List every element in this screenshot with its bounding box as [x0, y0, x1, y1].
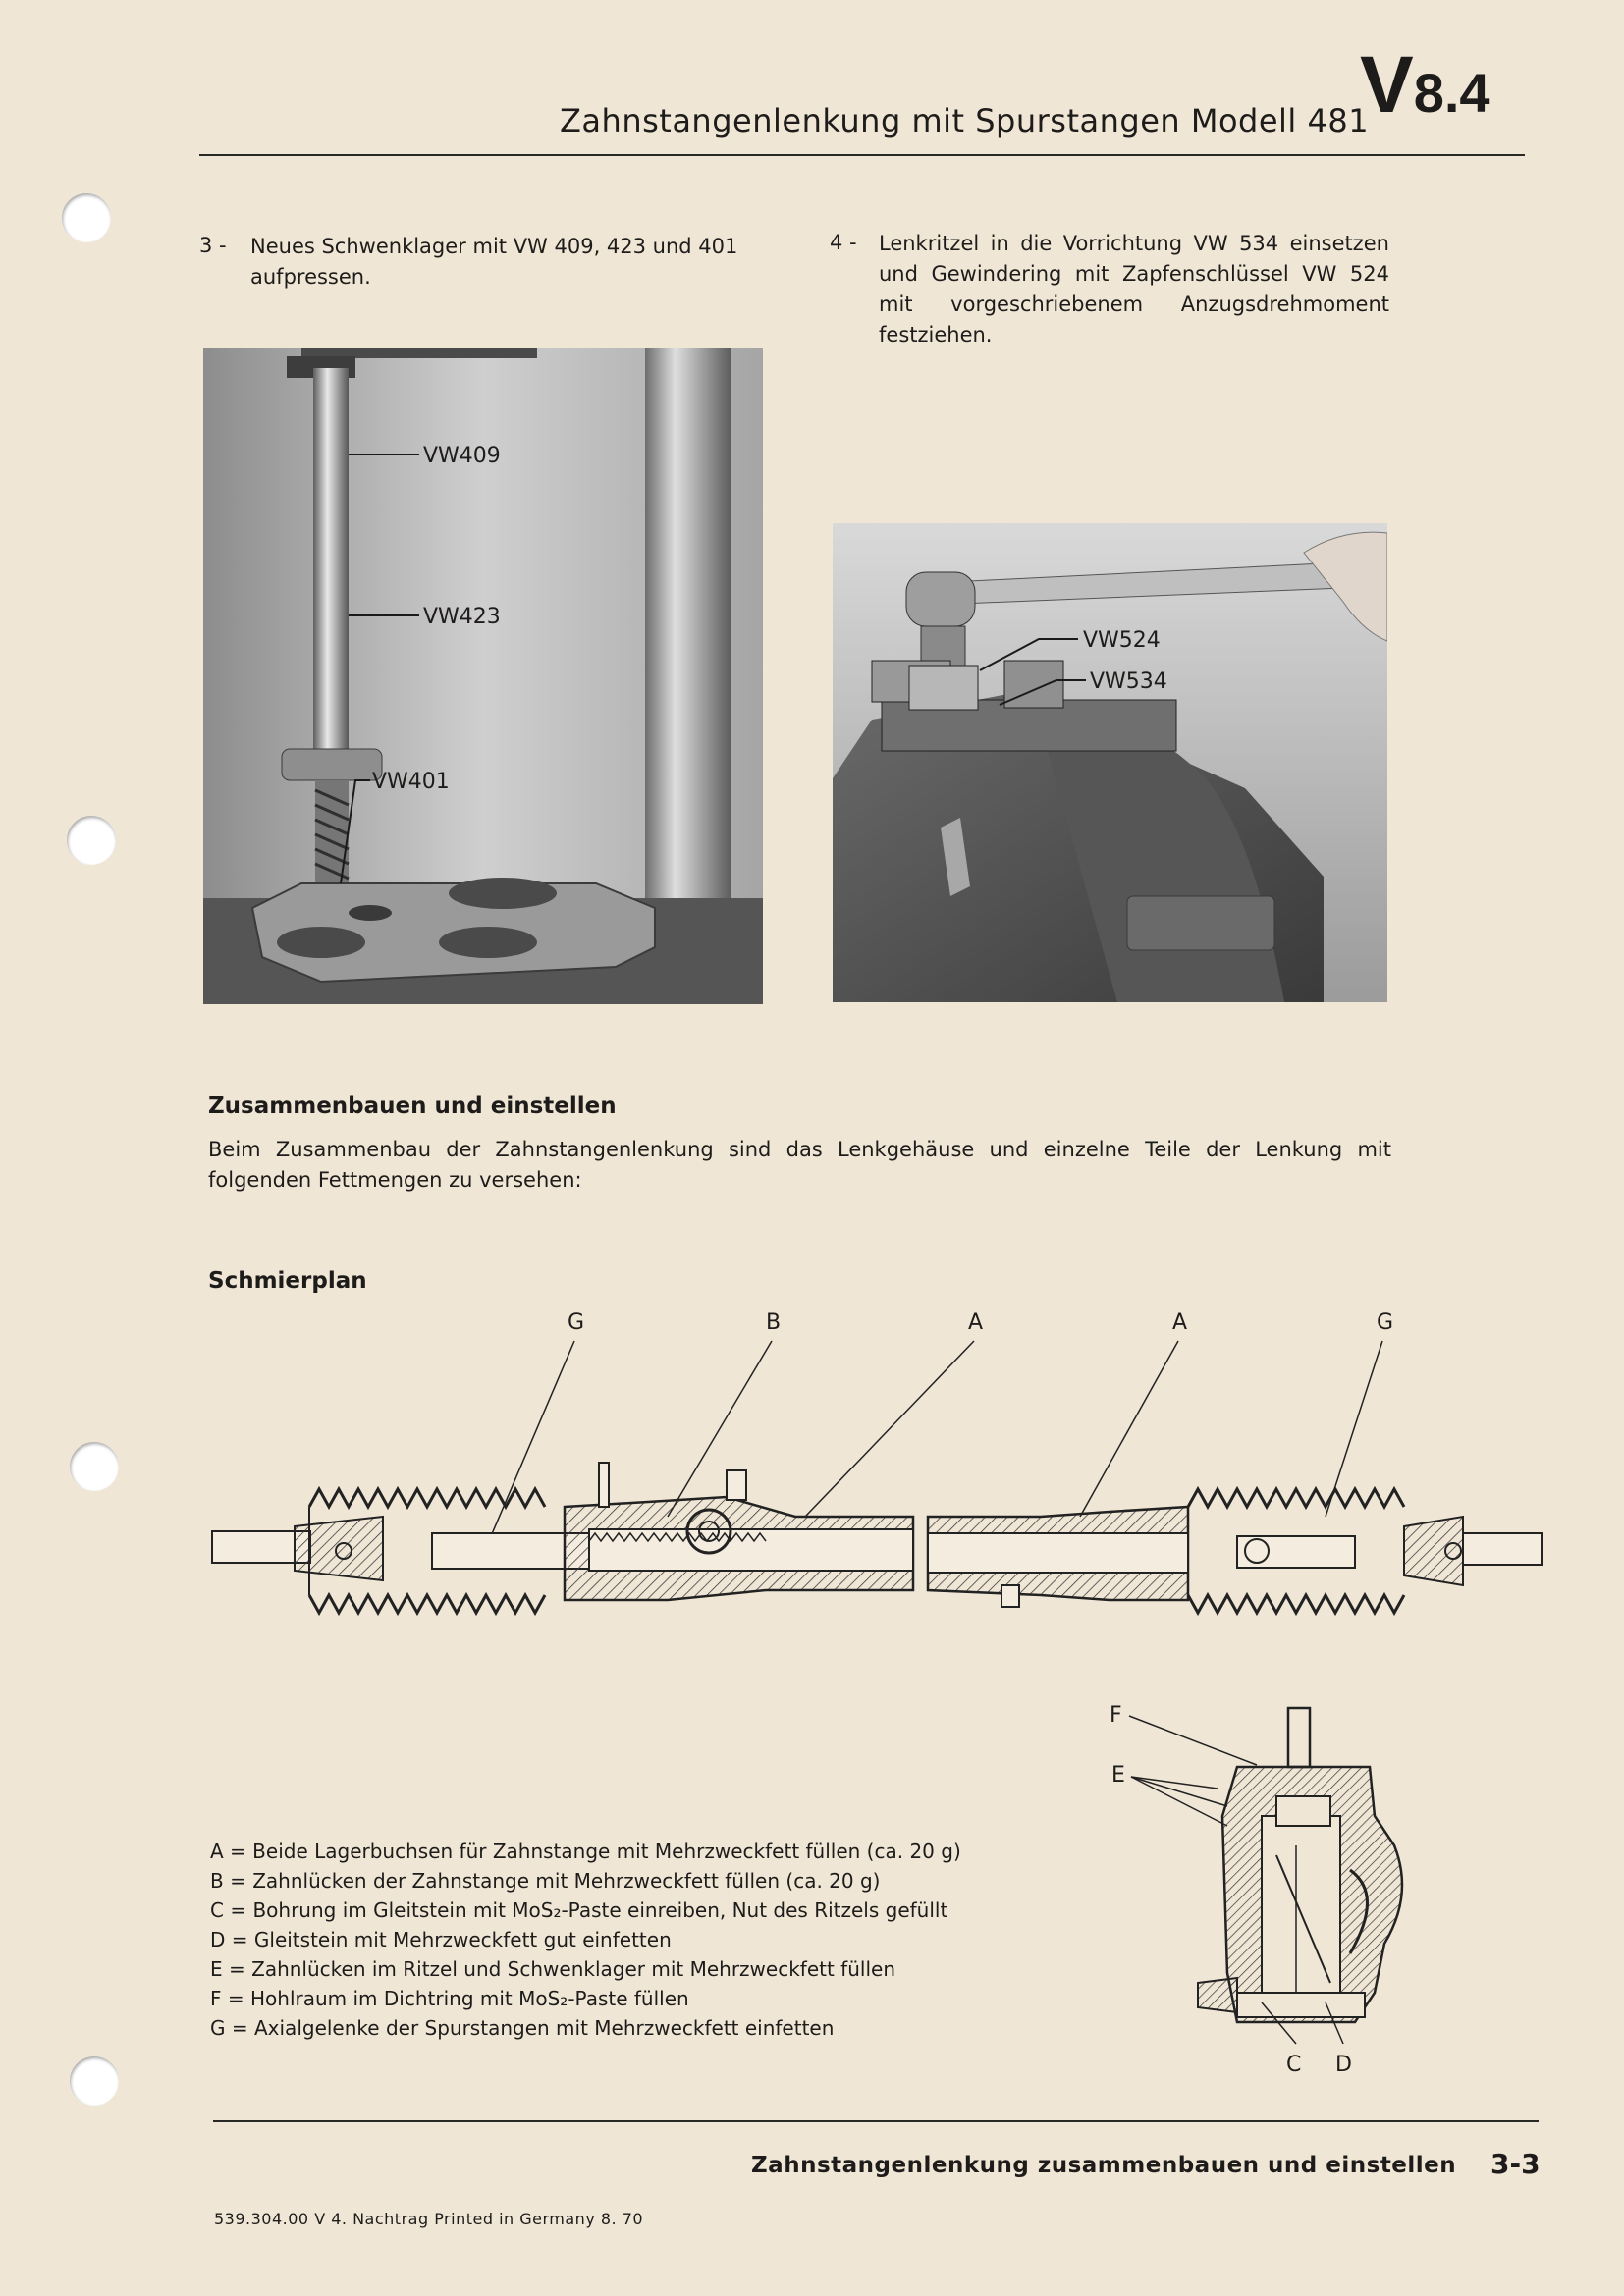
- print-info: 539.304.00 V 4. Nachtrag Printed in Germany 8. 70: [214, 2210, 644, 2228]
- step-3-number: 3 -: [199, 234, 227, 257]
- torque-wrench-illustration: [833, 523, 1387, 1002]
- diagram-letter-f: F: [1110, 1703, 1122, 1728]
- steering-rack-diagram: [196, 1306, 1581, 1659]
- legend-eq: =: [230, 1840, 246, 1863]
- diagram-letter-a-right: A: [1172, 1310, 1188, 1335]
- page-title: Zahnstangenlenkung mit Spurstangen Modell 481: [560, 102, 1370, 139]
- legend-text: Beide Lagerbuchsen für Zahnstange mit Mehrzweckfett füllen (ca. 20 g): [252, 1840, 961, 1863]
- legend-text: Gleitstein mit Mehrzweckfett gut einfetten: [253, 1928, 672, 1951]
- legend-item: [210, 1840, 961, 1863]
- photo1-label-vw423: VW423: [423, 605, 501, 629]
- diagram-letter-g-left: G: [568, 1310, 585, 1335]
- lubrication-heading: Schmierplan: [208, 1268, 367, 1294]
- assembly-heading: Zusammenbauen und einstellen: [208, 1094, 617, 1119]
- legend-eq: =: [230, 1869, 246, 1893]
- legend-item: [210, 1869, 880, 1893]
- torque-wrench-photo: [833, 523, 1387, 1002]
- diagram-letter-e: E: [1111, 1763, 1125, 1788]
- diagram-letter-b: B: [766, 1310, 782, 1335]
- legend-eq: =: [231, 2016, 248, 2040]
- footer-rule: [213, 2120, 1539, 2122]
- legend-item: [210, 1987, 689, 2010]
- legend-item: [210, 1898, 947, 1922]
- photo2-label-vw524: VW524: [1083, 628, 1161, 653]
- step-3-text: Neues Schwenklager mit VW 409, 423 und 401 aufpressen.: [250, 235, 738, 289]
- legend-text: Zahnlücken im Ritzel und Schwenklager mit Mehrzweckfett füllen: [251, 1957, 895, 1981]
- pinion-housing-diagram: [1100, 1698, 1414, 2081]
- legend-key: D: [210, 1928, 226, 1951]
- assembly-text: Beim Zusammenbau der Zahnstangenlenkung sind das Lenkgehäuse und einzelne Teile der Lenkung mit folgenden Fettmengen zu versehen:: [208, 1138, 1391, 1192]
- press-tools-illustration: [203, 348, 763, 1004]
- punch-hole: [70, 1442, 119, 1491]
- photo2-label-vw534: VW534: [1090, 669, 1167, 694]
- legend-item: [210, 1957, 895, 1981]
- legend-text: Axialgelenke der Spurstangen mit Mehrzweckfett einfetten: [253, 2016, 835, 2040]
- diagram-letter-c: C: [1286, 2053, 1302, 2077]
- section-code: [1360, 39, 1490, 132]
- legend-text: Zahnlücken der Zahnstange mit Mehrzweckfett füllen (ca. 20 g): [252, 1869, 881, 1893]
- legend-eq: =: [230, 1898, 247, 1922]
- header-rule: [199, 154, 1525, 156]
- legend-key: F: [210, 1987, 222, 2010]
- press-tools-photo: [203, 348, 763, 1004]
- section-number: 8.4: [1413, 62, 1490, 124]
- legend-item: [210, 1928, 672, 1951]
- diagram-letter-a-left: A: [968, 1310, 984, 1335]
- section-letter: V: [1360, 40, 1414, 130]
- step-4-number: 4 -: [830, 231, 857, 254]
- legend-eq: =: [227, 1987, 244, 2010]
- page-number: 3-3: [1490, 2148, 1541, 2180]
- punch-hole: [62, 193, 111, 242]
- diagram-letter-d: D: [1335, 2053, 1352, 2077]
- punch-hole: [70, 2056, 119, 2106]
- legend-key: C: [210, 1898, 224, 1922]
- step-4-text: Lenkritzel in die Vorrichtung VW 534 einsetzen und Gewindering mit Zapfenschlüssel VW 524 mit vorgeschriebenem Anzugsdrehmoment festziehen.: [879, 232, 1389, 347]
- legend-item: [210, 2016, 834, 2040]
- legend-key: G: [210, 2016, 226, 2040]
- legend-eq: =: [231, 1928, 248, 1951]
- footer-title: Zahnstangenlenkung zusammenbauen und einstellen: [751, 2153, 1457, 2178]
- legend-key: B: [210, 1869, 224, 1893]
- diagram-letter-g-right: G: [1377, 1310, 1394, 1335]
- legend-key: E: [210, 1957, 223, 1981]
- legend-key: A: [210, 1840, 224, 1863]
- photo1-label-vw401: VW401: [372, 770, 450, 794]
- legend-text: Hohlraum im Dichtring mit MoS₂-Paste füllen: [250, 1987, 689, 2010]
- legend-eq: =: [229, 1957, 245, 1981]
- punch-hole: [67, 816, 116, 865]
- legend-text: Bohrung im Gleitstein mit MoS₂-Paste einreiben, Nut des Ritzels gefüllt: [252, 1898, 948, 1922]
- photo1-label-vw409: VW409: [423, 444, 501, 468]
